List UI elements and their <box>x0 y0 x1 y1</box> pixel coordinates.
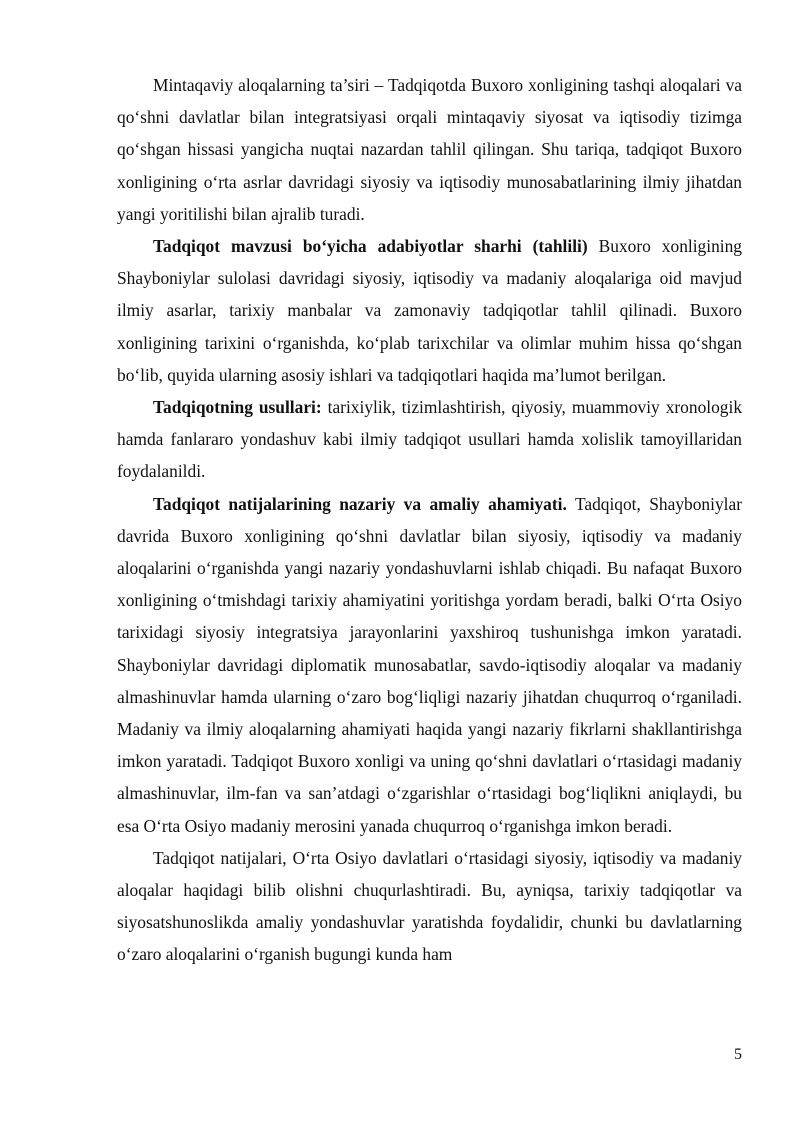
paragraph-significance <box>117 488 742 842</box>
paragraph-text: Mintaqaviy aloqalarning ta’siri – Tadqiqotda Buxoro xonligining tashqi aloqalari va qo‘shni davlatlar bilan integratsiyasi orqali mintaqaviy siyosat va iqtisodiy tizimga qo‘shgan hissasi yangicha nuqtai nazardan tahlil qilingan. Shu tariqa, tadqiqot Buxoro xonligining o‘rta asrlar davridagi siyosiy va iqtisodiy munosabatlarining ilmiy jihatdan yangi yoritilishi bilan ajralib turadi. <box>117 75 742 224</box>
paragraph-text: tarixiylik, tizimlashtirish, qiyosiy, muammoviy xronologik hamda fanlararo yondashuv kabi ilmiy tadqiqot usullari hamda xolislik tamoyillaridan foydalanildi. <box>117 397 743 482</box>
page-number: 5 <box>734 1046 742 1063</box>
paragraph-results <box>117 842 742 971</box>
paragraph-literature-review <box>117 230 742 391</box>
section-heading-methods: Tadqiqotning usullari: <box>153 397 322 418</box>
section-heading-significance: Tadqiqot natijalarining nazariy va amaliy ahamiyati. <box>153 493 567 514</box>
paragraph-text: Tadqiqot, Shayboniylar davrida Buxoro xonligining qo‘shni davlatlar bilan siyosiy, iqtisodiy va madaniy aloqalarini o‘rganishda yangi nazariy yondashuvlarni ishlab chiqadi. Bu nafaqat Buxoro xonligining o‘tmishdagi tarixiy ahamiyatini yoritishga yordam beradi, balki O‘rta Osiyo tarixidagi siyosiy integratsiya jarayonlarini yaxshiroq tushunishga imkon yaratadi. Shayboniylar davridagi diplomatik munosabatlar, savdo-iqtisodiy aloqalar va madaniy almashinuvlar hamda ularning o‘zaro bog‘liqligi nazariy jihatdan chuqurroq o‘rganiladi. Madaniy va ilmiy aloqalarning ahamiyati haqida yangi nazariy fikrlarni shakllantirishga imkon yaratadi. Tadqiqot Buxoro xonligi va uning qo‘shni davlatlari o‘rtasidagi madaniy almashinuvlar, ilm-fan va san’atdagi o‘zgarishlar o‘rtasidagi bog‘liqlikni aniqlaydi, bu esa O‘rta Osiyo madaniy merosini yanada chuqurroq o‘rganishga imkon beradi. <box>117 493 742 836</box>
paragraph-methods <box>117 391 742 488</box>
body-text <box>117 69 742 971</box>
paragraph-text: Buxoro xonligining Shayboniylar sulolasi davridagi siyosiy, iqtisodiy va madaniy aloqalariga oid mavjud ilmiy asarlar, tarixiy manbalar va zamonaviy tadqiqotlar tahlil qilinadi. Buxoro xonligining tarixini o‘rganishda, ko‘plab tarixchilar va olimlar muhim hissa qo‘shgan bo‘lib, quyida ularning asosiy ishlari va tadqiqotlari haqida ma’lumot berilgan. <box>117 236 742 385</box>
section-heading-literature-review: Tadqiqot mavzusi bo‘yicha adabiyotlar sharhi (tahlili) <box>153 236 588 257</box>
paragraph-regional-relations <box>117 69 742 230</box>
paragraph-text: Tadqiqot natijalari, O‘rta Osiyo davlatlari o‘rtasidagi siyosiy, iqtisodiy va madaniy aloqalar haqidagi bilib olishni chuqurlashtiradi. Bu, ayniqsa, tarixiy tadqiqotlar va siyosatshunoslikda amaliy yondashuvlar yaratishda foydalidir, chunki bu davlatlarning o‘zaro aloqalarini o‘rganish bugungi kunda ham <box>117 847 742 965</box>
